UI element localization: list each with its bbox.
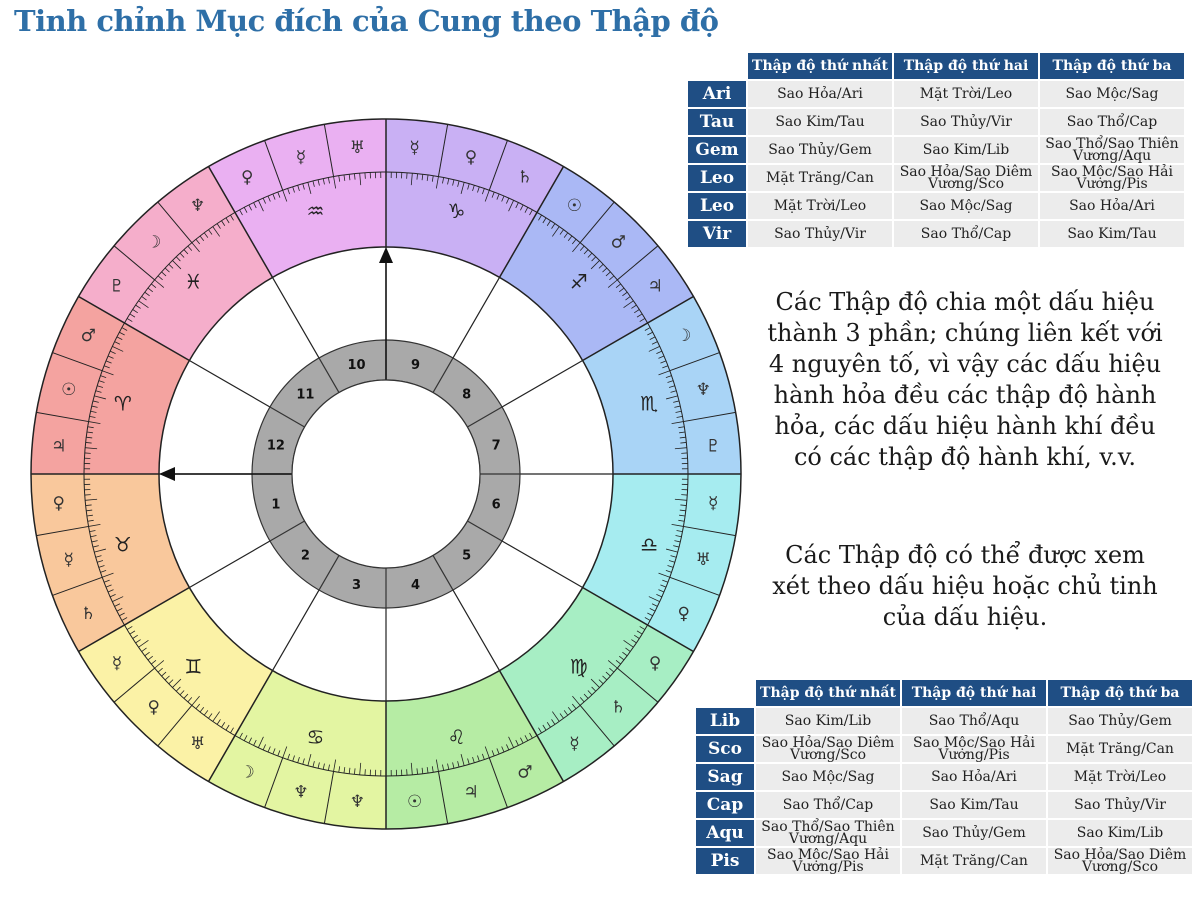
row-sign: Sag [696,764,754,790]
decan-planet-glyph: ♀ [147,697,160,718]
table-cell: Sao Thủy/Gem [748,137,892,163]
table-cell: Sao Hỏa/Sao Diêm Vương/Sco [756,736,900,762]
header-first-decan: Thập độ thứ nhất [748,53,892,79]
decan-planet-glyph: ♅ [695,550,711,571]
row-sign: Leo [688,165,746,191]
house-number: 10 [347,357,366,373]
row-sign: Ari [688,81,746,107]
decan-planet-glyph: ☿ [409,137,420,158]
table-cell: Sao Thổ/Aqu [902,708,1046,734]
center-disk [292,380,480,568]
row-sign: Cap [696,792,754,818]
table-row [696,820,1192,846]
table-row [688,193,1184,219]
aquarius-glyph: ♒ [306,198,325,223]
row-sign: Tau [688,109,746,135]
decan-planet-glyph: ♅ [189,734,206,755]
decan-planet-glyph: ☽ [676,326,692,347]
decan-planet-glyph: ☿ [295,147,307,168]
house-number: 12 [266,438,285,454]
decan-planet-glyph: ♄ [80,603,96,624]
decan-planet-glyph: ☉ [407,792,423,813]
house-number: 7 [491,438,501,454]
table-header-row [696,680,1192,706]
decan-planet-glyph: ♄ [517,167,533,188]
table-cell: Sao Mộc/Sao Hải Vương/Pis [1040,165,1184,191]
table-cell: Sao Hỏa/Ari [748,81,892,107]
header-first-decan: Thập độ thứ nhất [756,680,900,706]
house-number: 4 [410,578,421,594]
decan-table-top [686,51,1186,249]
house-number: 6 [491,497,501,513]
decan-planet-glyph: ♄ [610,697,626,718]
table-header-row [688,53,1184,79]
header-second-decan: Thập độ thứ hai [894,53,1038,79]
decan-table-bottom [694,678,1194,876]
table-cell: Sao Hỏa/Ari [902,764,1046,790]
table-row [688,109,1184,135]
house-number: 11 [296,387,315,403]
table-row [688,81,1184,107]
explanation-paragraph-2: Các Thập độ có thể được xem xét theo dấu hiệu hoặc chủ tinh của dấu hiệu. [772,541,1158,631]
table-cell: Sao Hỏa/Ari [1040,193,1184,219]
table-cell: Mặt Trời/Leo [1048,764,1192,790]
row-sign: Pis [696,848,754,874]
table-cell: Sao Mộc/Sao Hải Vương/Pis [756,848,900,874]
decan-planet-glyph: ♅ [349,137,365,158]
table-cell: Sao Mộc/Sag [894,193,1038,219]
row-sign: Gem [688,137,746,163]
house-number: 8 [462,387,472,403]
table-cell: Sao Thổ/Sao Thiên Vương/Aqu [1040,137,1184,163]
table-cell: Sao Thủy/Gem [1048,708,1192,734]
table-cell: Sao Thổ/Cap [894,221,1038,247]
table-row [696,848,1192,874]
decan-planet-glyph: ♇ [109,276,125,297]
table-cell: Sao Mộc/Sao Hải Vương/Pis [902,736,1046,762]
header-third-decan: Thập độ thứ ba [1048,680,1192,706]
taurus-glyph: ♉ [113,532,132,557]
decan-planet-glyph: ☽ [146,232,162,253]
table-cell: Mặt Trăng/Can [902,848,1046,874]
row-sign: Aqu [696,820,754,846]
house-number: 2 [300,548,310,564]
table-cell: Sao Mộc/Sag [1040,81,1184,107]
table-cell: Sao Thủy/Vir [1048,792,1192,818]
table-cell: Sao Hỏa/Sao Diêm Vương/Sco [894,165,1038,191]
table-cell: Sao Thủy/Vir [894,109,1038,135]
row-sign: Sco [696,736,754,762]
table-row [688,137,1184,163]
house-number: 9 [410,357,421,373]
table-cell: Sao Thổ/Cap [1040,109,1184,135]
decan-planet-glyph: ☿ [111,653,123,674]
decan-planet-glyph: ♀ [240,167,254,188]
decan-planet-glyph: ♆ [349,792,365,813]
table-cell: Sao Mộc/Sag [756,764,900,790]
decan-planet-glyph: ♇ [705,436,721,457]
row-sign: Leo [688,193,746,219]
leo-glyph: ♌ [447,725,466,750]
table-cell: Sao Hỏa/Sao Diêm Vương/Sco [1048,848,1192,874]
cancer-glyph: ♋ [306,725,325,750]
table-row [696,736,1192,762]
pisces-glyph: ♓ [184,269,203,294]
table-cell: Sao Kim/Tau [1040,221,1184,247]
decan-planet-glyph: ♀ [52,493,65,514]
table-cell: Mặt Trăng/Can [1048,736,1192,762]
libra-glyph: ♎ [640,532,659,557]
decan-planet-glyph: ♂ [517,762,533,783]
explanation-paragraph-1: Các Thập độ chia một dấu hiệu thành 3 phần; chúng liên kết với 4 nguyên tố, vì vậy các dấu hiệu hành hỏa đều các thập độ hành hỏa, các dấu hiệu hành khí đều có các thập độ hành khí, v.v. [767,288,1163,471]
decan-planet-glyph: ☿ [708,493,719,514]
house-number: 3 [351,578,362,594]
table-cell: Sao Kim/Tau [902,792,1046,818]
aries-glyph: ♈ [113,391,132,416]
table-cell: Sao Kim/Tau [748,109,892,135]
table-cell: Sao Kim/Lib [894,137,1038,163]
decan-planet-glyph: ♀ [648,653,662,674]
scorpio-glyph: ♏ [640,391,659,416]
decan-planet-glyph: ☉ [61,379,77,400]
decan-planet-glyph: ♂ [80,326,96,347]
sagittarius-glyph: ♐ [569,269,588,294]
decan-planet-glyph: ☽ [239,762,255,783]
table-cell: Mặt Trời/Leo [894,81,1038,107]
table-row [696,764,1192,790]
row-sign: Lib [696,708,754,734]
table-cell: Sao Thổ/Cap [756,792,900,818]
page-title: Tinh chỉnh Mục đích của Cung theo Thập độ [14,4,719,38]
table-row [696,708,1192,734]
decan-planet-glyph: ☿ [569,734,580,755]
capricorn-glyph: ♑ [447,198,466,223]
house-number: 5 [462,548,472,564]
decan-planet-glyph: ♂ [610,232,626,253]
header-third-decan: Thập độ thứ ba [1040,53,1184,79]
table-cell: Sao Thủy/Gem [902,820,1046,846]
gemini-glyph: ♊ [184,654,203,679]
decan-planet-glyph: ♃ [463,782,479,803]
virgo-glyph: ♍ [569,654,588,679]
table-corner [696,680,754,706]
decan-planet-glyph: ♆ [695,379,711,400]
table-cell: Sao Kim/Lib [1048,820,1192,846]
table-row [688,221,1184,247]
table-cell: Mặt Trời/Leo [748,193,892,219]
row-sign: Vir [688,221,746,247]
decan-planet-glyph: ♆ [189,195,206,216]
table-cell: Sao Thổ/Sao Thiên Vương/Aqu [756,820,900,846]
decan-planet-glyph: ♀ [464,147,478,168]
table-corner [688,53,746,79]
table-cell: Sao Thủy/Vir [748,221,892,247]
decan-planet-glyph: ☿ [63,550,74,571]
decan-planet-glyph: ♃ [647,276,663,297]
table-row [696,792,1192,818]
decan-planet-glyph: ☉ [566,195,583,216]
table-cell: Sao Kim/Lib [756,708,900,734]
decan-planet-glyph: ♀ [677,603,690,624]
decan-planet-glyph: ♆ [293,782,309,803]
house-number: 1 [271,497,281,513]
decan-planet-glyph: ♃ [51,436,67,457]
table-cell: Mặt Trăng/Can [748,165,892,191]
table-row [688,165,1184,191]
header-second-decan: Thập độ thứ hai [902,680,1046,706]
